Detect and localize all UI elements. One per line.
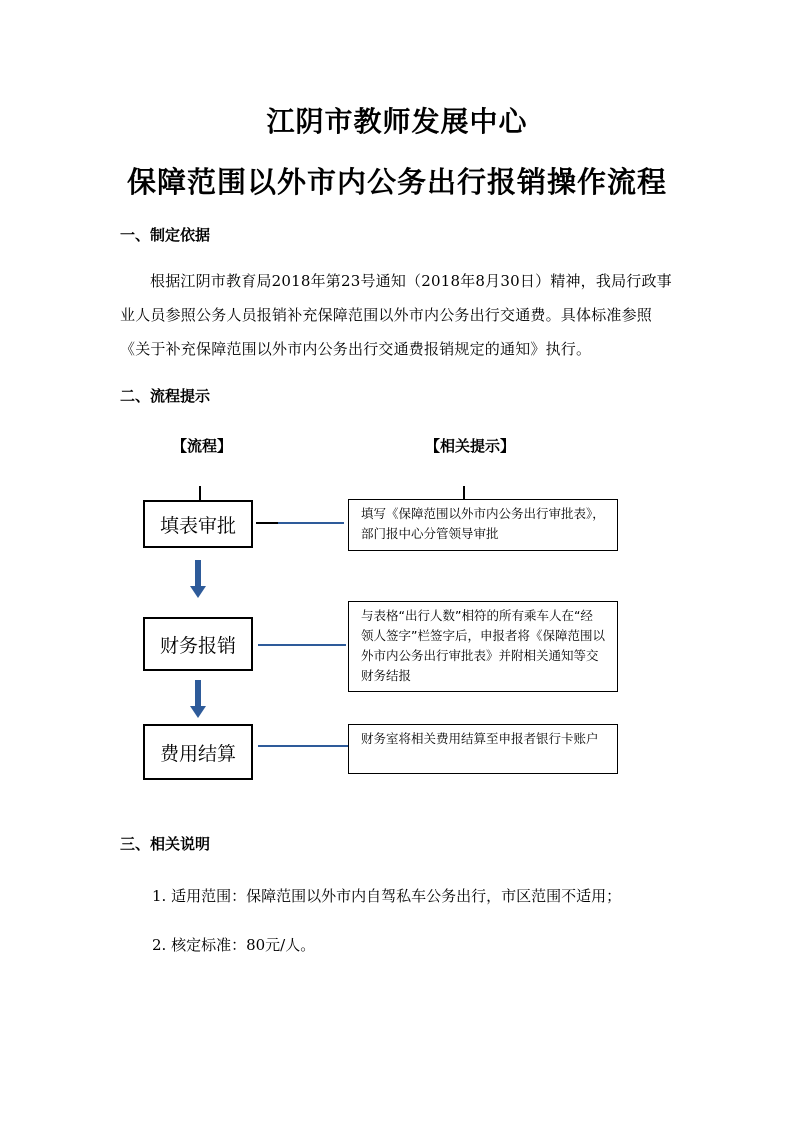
note-item: 1. 适用范围：保障范围以外市内自驾私车公务出行，市区范围不适用； (152, 887, 622, 905)
hints-column-tick (463, 486, 465, 500)
flow-column-tick (199, 486, 201, 500)
section-heading-notes: 三、相关说明 (120, 835, 211, 853)
flow-column-label: 【流程】 (172, 437, 233, 455)
connector-line (258, 745, 348, 747)
note-item: 2. 核定标准：80元/人。 (152, 936, 316, 954)
section-heading-basis: 一、制定依据 (120, 226, 211, 244)
connector-line (258, 644, 346, 646)
document-subtitle: 保障范围以外市内公务出行报销操作流程 (126, 165, 667, 199)
section-heading-process: 二、流程提示 (120, 387, 211, 405)
down-arrow-icon (188, 560, 208, 600)
basis-paragraph: 根据江阴市教育局2018年第23号通知（2018年8月30日）精神，我局行政事业人员参照公务人员报销补充保障范围以外市内公务出行交通费。具体标准参照《关于补充保障范围以外市内公务出行交通费报销规定的通知》执行。 (120, 272, 672, 358)
connector-stub (256, 522, 278, 524)
hints-column-label: 【相关提示】 (425, 437, 516, 455)
flow-step-approval: 填表审批 (143, 500, 253, 548)
hint-box-approval: 填写《保障范围以外市内公务出行审批表》，部门报中心分管领导审批 (348, 499, 618, 551)
hint-box-settlement: 财务室将相关费用结算至申报者银行卡账户 (348, 724, 618, 774)
flow-step-reimbursement: 财务报销 (143, 617, 253, 671)
flow-step-settlement: 费用结算 (143, 724, 253, 780)
document-title: 江阴市教师发展中心 (266, 105, 528, 138)
connector-line (278, 522, 344, 524)
hint-box-reimbursement: 与表格“出行人数”相符的所有乘车人在“经领人签字”栏签字后，申报者将《保障范围以外市内公务出行审批表》并附相关通知等交财务结报 (348, 601, 618, 692)
down-arrow-icon (188, 680, 208, 720)
